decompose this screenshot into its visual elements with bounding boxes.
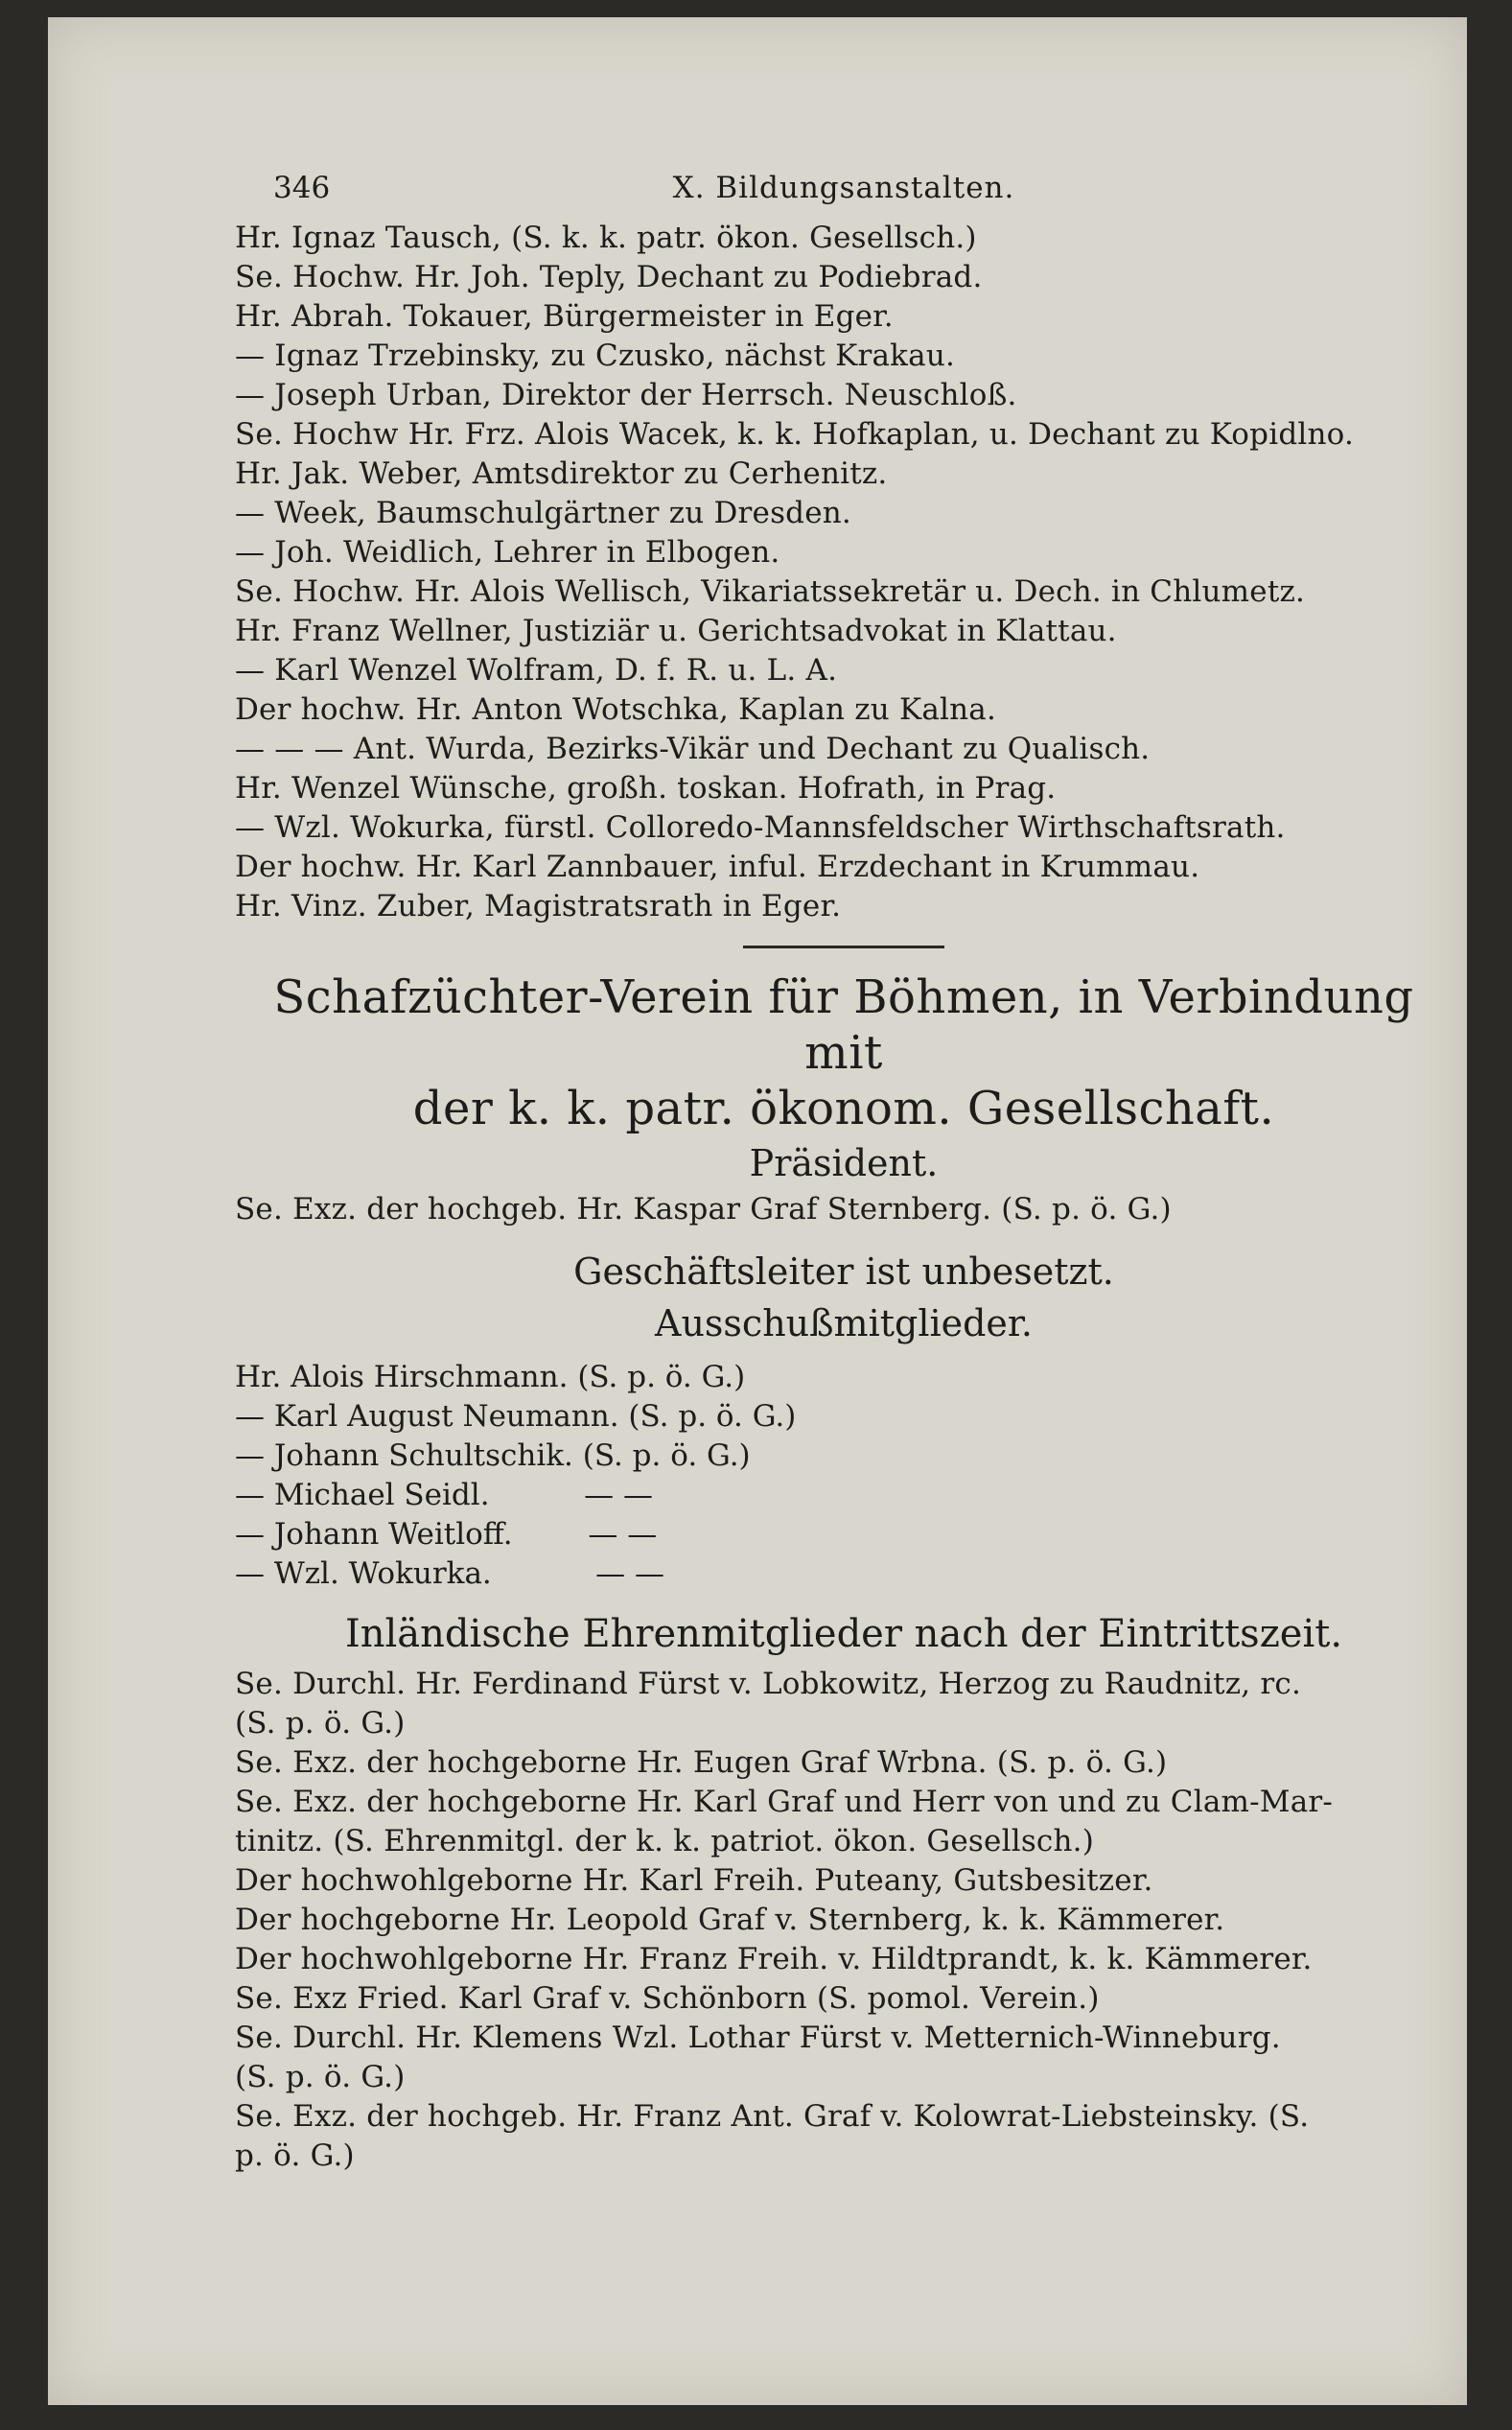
- list-item: Hr. Vinz. Zuber, Magistratsrath in Eger.: [235, 889, 842, 923]
- list-item: — Karl Wenzel Wolfram, D. f. R. u. L. A.: [235, 653, 838, 688]
- list-item: Der hochgeborne Hr. Leopold Graf v. Sternberg, k. k. Kämmerer.: [235, 1903, 1225, 1937]
- president-entry: Se. Exz. der hochgeb. Hr. Kaspar Graf Sternberg. (S. p. ö. G.): [235, 1192, 1172, 1227]
- list-item: — Joseph Urban, Direktor der Herrsch. Neuschloß.: [235, 378, 1017, 412]
- list-item: Der hochw. Hr. Karl Zannbauer, inful. Erzdechant in Krummau.: [235, 850, 1200, 884]
- president-heading: Präsident.: [749, 1142, 939, 1184]
- page-number: 346: [273, 171, 331, 205]
- list-item: Hr. Abrah. Tokauer, Bürgermeister in Eger.: [235, 299, 894, 334]
- committee-list: [235, 1358, 1453, 1594]
- page-header: [235, 161, 1453, 213]
- list-item: tinitz. (S. Ehrenmitgl. der k. k. patriot. ökon. Gesellsch.): [235, 1824, 1094, 1858]
- list-item: — Week, Baumschulgärtner zu Dresden.: [235, 496, 851, 530]
- list-item: Der hochw. Hr. Anton Wotschka, Kaplan zu Kalna.: [235, 692, 997, 727]
- list-item: — Johann Schultschik. (S. p. ö. G.): [235, 1438, 751, 1473]
- list-item: Der hochwohlgeborne Hr. Franz Freih. v. Hildtprandt, k. k. Kämmerer.: [235, 1942, 1313, 1976]
- list-item: Hr. Ignaz Tausch, (S. k. k. patr. ökon. Gesellsch.): [235, 221, 977, 255]
- list-item: Se. Hochw. Hr. Alois Wellisch, Vikariatssekretär u. Dech. in Chlumetz.: [235, 574, 1306, 609]
- list-item: — Karl August Neumann. (S. p. ö. G.): [235, 1399, 797, 1434]
- list-item: Hr. Franz Wellner, Justiziär u. Gerichtsadvokat in Klattau.: [235, 614, 1117, 648]
- committee-heading: Ausschußmitglieder.: [655, 1302, 1033, 1344]
- manager-heading: Geschäftsleiter ist unbesetzt.: [573, 1250, 1114, 1293]
- list-item: Se. Hochw. Hr. Joh. Teply, Dechant zu Podiebrad.: [235, 260, 983, 294]
- list-item: Der hochwohlgeborne Hr. Karl Freih. Puteany, Gutsbesitzer.: [235, 1863, 1153, 1898]
- list-item: Hr. Jak. Weber, Amtsdirektor zu Cerhenitz.: [235, 456, 888, 491]
- honorary-list: [235, 1665, 1453, 2176]
- list-item: — Joh. Weidlich, Lehrer in Elbogen.: [235, 535, 780, 570]
- list-item: (S. p. ö. G.): [235, 1706, 406, 1741]
- list-item: Se. Exz Fried. Karl Graf v. Schönborn (S. pomol. Verein.): [235, 1981, 1100, 2016]
- section-divider: [743, 946, 944, 948]
- page-text: [235, 161, 1453, 2182]
- list-item: — — — Ant. Wurda, Bezirks-Vikär und Dechant zu Qualisch.: [235, 732, 1151, 766]
- running-title: X. Bildungsanstalten.: [672, 171, 1015, 205]
- society-title: Schafzüchter-Verein für Böhmen, in Verbindung mit: [273, 970, 1414, 1080]
- list-item: — Wzl. Wokurka. — —: [235, 1556, 665, 1591]
- list-item: Se. Durchl. Hr. Ferdinand Fürst v. Lobkowitz, Herzog zu Raudnitz, rc.: [235, 1667, 1302, 1701]
- list-item: Se. Exz. der hochgeb. Hr. Franz Ant. Graf v. Kolowrat-Liebsteinsky. (S.: [235, 2099, 1310, 2134]
- list-item: Se. Exz. der hochgeborne Hr. Eugen Graf Wrbna. (S. p. ö. G.): [235, 1745, 1168, 1780]
- members-list: [235, 219, 1453, 926]
- list-item: Hr. Wenzel Wünsche, großh. toskan. Hofrath, in Prag.: [235, 771, 1057, 806]
- list-item: — Ignaz Trzebinsky, zu Czusko, nächst Krakau.: [235, 339, 956, 373]
- list-item: Se. Exz. der hochgeborne Hr. Karl Graf und Herr von und zu Clam-Mar-: [235, 1785, 1334, 1819]
- list-item: Se. Durchl. Hr. Klemens Wzl. Lothar Fürst v. Metternich-Winneburg.: [235, 2021, 1281, 2055]
- list-item: Se. Hochw Hr. Frz. Alois Wacek, k. k. Hofkaplan, u. Dechant zu Kopidlno.: [235, 417, 1355, 452]
- book-page: [48, 17, 1467, 2405]
- list-item: (S. p. ö. G.): [235, 2060, 406, 2094]
- list-item: — Michael Seidl. — —: [235, 1478, 653, 1512]
- list-item: — Wzl. Wokurka, fürstl. Colloredo-Mannsfeldscher Wirthschaftsrath.: [235, 810, 1286, 845]
- honorary-heading: Inländische Ehrenmitglieder nach der Eintrittszeit.: [344, 1612, 1343, 1656]
- society-title-line2: der k. k. patr. ökonom. Gesellschaft.: [412, 1082, 1275, 1135]
- list-item: Hr. Alois Hirschmann. (S. p. ö. G.): [235, 1360, 746, 1394]
- list-item: — Johann Weitloff. — —: [235, 1517, 658, 1552]
- list-item: p. ö. G.): [235, 2138, 355, 2173]
